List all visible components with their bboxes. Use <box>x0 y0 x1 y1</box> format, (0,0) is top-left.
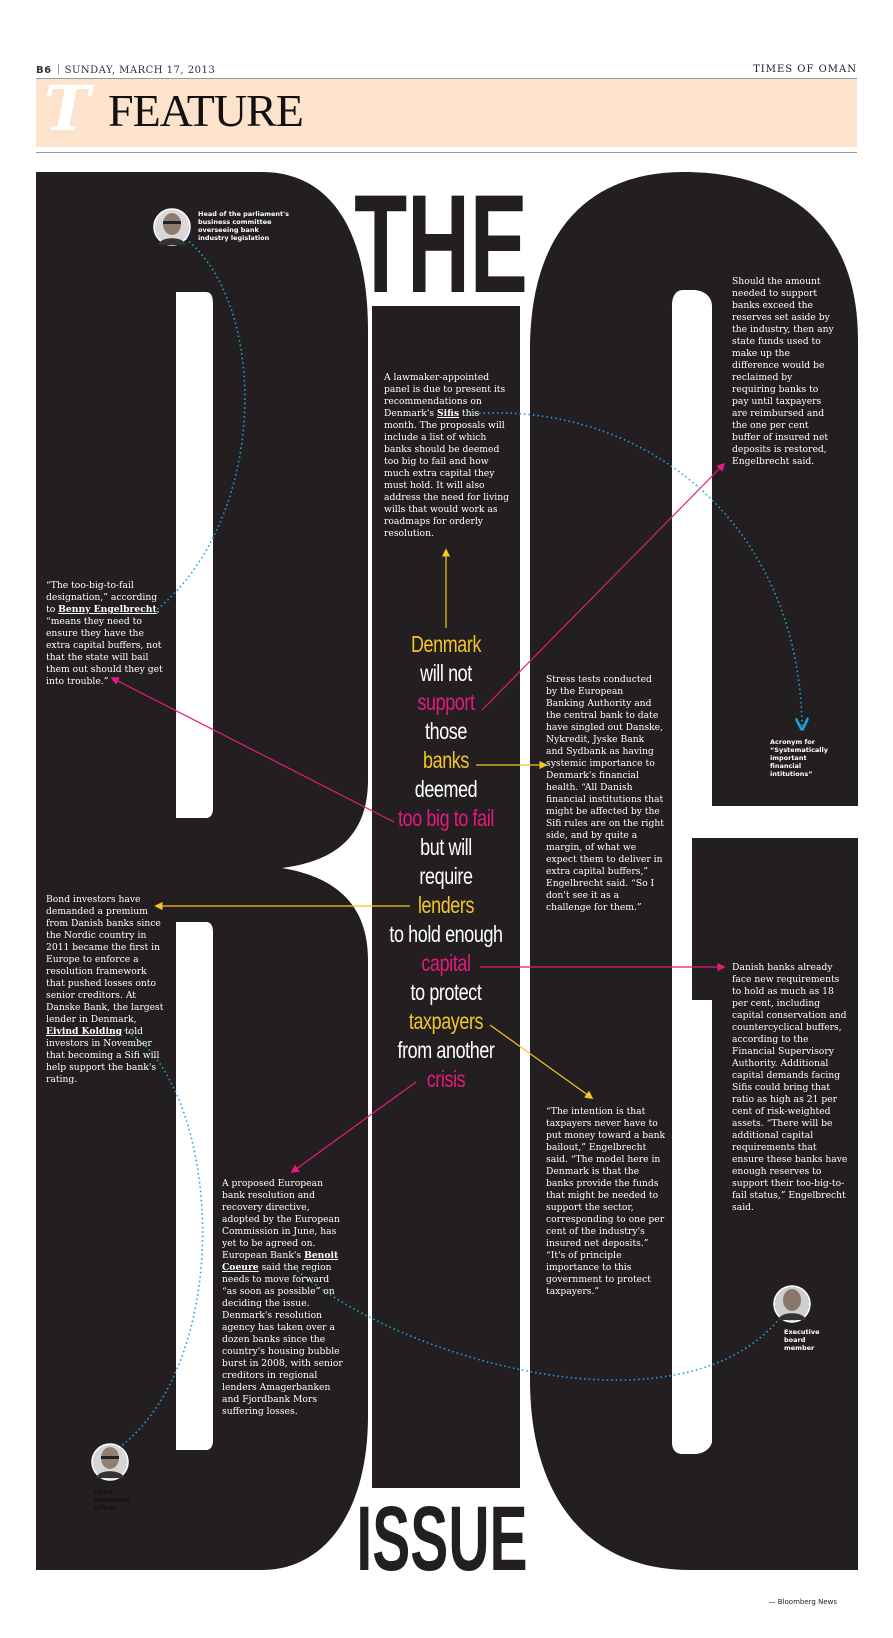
newspaper-name: TIMES OF OMAN <box>753 64 857 75</box>
photo-credit: — Bloomberg News <box>768 1598 837 1606</box>
text-quote-engelbrecht <box>46 580 168 688</box>
caption-acronym: Acronym for “Systematically important financial intitutions” <box>770 738 829 778</box>
center-line: crisis <box>426 1066 466 1092</box>
link-benny-engelbrecht[interactable]: Benny Engelbrecht <box>58 604 157 615</box>
portrait-kolding <box>92 1444 128 1480</box>
center-line: capital <box>421 950 471 976</box>
panel-text-a: A lawmaker-appointed panel is due to present its recommendations on Denmark's <box>384 372 506 419</box>
center-line: taxpayers <box>408 1008 484 1034</box>
center-line: will not <box>420 660 472 686</box>
directive-text-a: A proposed European bank resolution and recovery directive, adopted by the European Commission in June, has yet to be agreed on. European Bank's <box>222 1178 340 1261</box>
center-line: too big to fail <box>398 805 494 831</box>
caption-engelbrecht: Head of the parliament's business committee overseeing bank industry legislation <box>198 210 289 242</box>
center-line: those <box>425 718 467 744</box>
center-line: but will <box>420 834 472 860</box>
center-line: require <box>419 863 473 889</box>
center-line: to hold enough <box>389 921 503 947</box>
link-sifis[interactable]: Sifis <box>437 408 460 419</box>
portrait-coeure <box>774 1286 810 1322</box>
link-benoit-coeure[interactable]: Benoit Coeure <box>222 1250 339 1273</box>
bond-text-a: Bond investors have demanded a premium from Danish banks since the Nordic country in 2011 became the first in Europe to enforce a resolution framework that pushed losses onto senior creditors. At Danske Bank, the largest lender in Denmark, <box>46 894 164 1025</box>
text-state-funds: Should the amount needed to support banks exceed the reserves set aside by the industry, then any state funds used to make up the difference would be reclaimed by requiring banks to pay until taxpayers are reimbursed and the one per cent buffer of insured net deposits is restored, Engelbrecht said. <box>732 276 834 467</box>
newspaper-logo: T <box>44 72 91 145</box>
text-panel <box>384 372 512 540</box>
portrait-engelbrecht <box>154 209 190 245</box>
directive-text-b: said the region needs to move forward “as soon as possible” on deciding the issue. Denmark's resolution agency has taken over a dozen banks since the country's housing bubble burst in 2008, with senior creditors in regional lenders Amagerbanken and Fjordbank Mors suffering losses. <box>222 1262 343 1417</box>
center-line: from another <box>397 1037 495 1063</box>
caption-kolding: Chief executive officer <box>94 1488 130 1512</box>
center-line: banks <box>423 747 469 773</box>
link-eivind-kolding[interactable]: Eivind Kolding <box>46 1026 123 1037</box>
quote-text-b: , “means they need to ensure they have the extra capital buffers, not that the state will bail them out should they get into trouble.” <box>46 604 163 687</box>
center-line: Denmark <box>410 631 482 657</box>
text-intention: “The intention is that taxpayers never have to put money toward a bank bailout,” Engelbrecht said. “The model here in Denmark is that the banks provide the funds that might be needed to support the sector, corresponding to one per cent of the industry's insured net deposits.” “It's of principle importance to this government to protect taxpayers.” <box>546 1106 666 1297</box>
headline-the: THE <box>354 165 528 323</box>
text-danish-banks: Danish banks already face new requirements to hold as much as 18 per cent, including capital conservation and countercyclical buffers, according to the Financial Supervisory Authority. Additional capital demands facing Sifis could bring that ratio as high as 21 per cent of risk-weighted assets. “There will be additional capital requirements that ensure these banks have enough reserves to support their too-big-to-fail status,” Engelbrecht said. <box>732 962 848 1213</box>
text-directive <box>222 1178 346 1418</box>
page-number: B6 <box>36 65 52 76</box>
text-stress-tests: Stress tests conducted by the European Banking Authority and the central bank to date have singled out Danske, Nykredit, Jyske Bank and Sydbank as having systemic importance to Denmark's financial health. “All Danish financial institutions that might be affected by the Sifi rules are on the right side, and by quite a margin, of what we expect them to deliver in extra capital buffers,” Engelbrecht said. “So I don't see it as a challenge for them.” <box>546 674 664 913</box>
issue-date: SUNDAY, MARCH 17, 2013 <box>64 65 216 76</box>
caption-coeure: Executive board member <box>784 1328 820 1352</box>
bond-text-b: told investors in November that becoming a Sifi will help support the bank's rating. <box>46 1026 160 1085</box>
center-line: lenders <box>417 892 475 918</box>
center-line: deemed <box>414 776 478 802</box>
center-line: support <box>417 689 475 715</box>
section-title: FEATURE <box>108 85 303 136</box>
panel-text-b: this month. The proposals will include a list of which banks should be deemed too big to fail and how much extra capital they must hold. It will also address the need for living wills that would work as roadmaps for orderly resolution. <box>384 408 510 539</box>
quote-text-a: “The too-big-to-fail designation,” according to <box>46 580 158 615</box>
center-line: to protect <box>410 979 482 1005</box>
text-bond-investors <box>46 894 168 1086</box>
headline-issue: ISSUE <box>356 1488 528 1591</box>
